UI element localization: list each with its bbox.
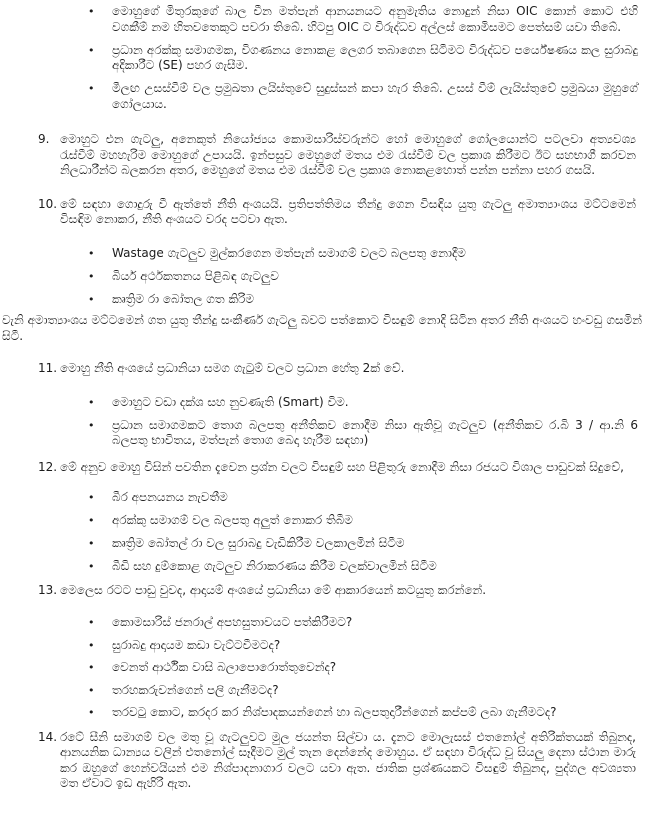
list-item [88, 292, 638, 308]
bullet-icon [88, 4, 112, 35]
list-item [88, 559, 638, 575]
bullet-icon [88, 638, 112, 654]
bullet-text: ප්‍රධාන සමාගමකට තොග බලපතු අනීතිකව නොදීම නිසා ඇතිවූ ගැටලුව (අනීතිකව ර.බි 3 / ආ.නි 6 බලපතු භාවිතය, මත්පැන් තොග බෙදා හැරීම සඳහා) [112, 417, 638, 447]
bullet-icon [88, 559, 112, 575]
list-item [88, 660, 638, 676]
item-text: මේ සඳහා ගොදුරු වී ඇත්තේ නීති අංශයයි. ප්‍රතිපත්තිමය තීන්දු ගෙන විසඳිය යුතු ගැටලු අමාත්‍යාංශය මට්ටමෙන් විසඳිම නොකර, නීති අංශයට වරද පටවා ඇත. [60, 196, 636, 226]
item12-bullet-list [88, 490, 650, 575]
bullet-text: තරවටු කොට, කරදර කර නිශ්පාදකයන්ගෙන් හා බලපතුදාරීන්ගෙන් කප්පම් ලබා ගැනීමටද? [112, 705, 557, 719]
item-number: 9. [38, 132, 50, 146]
item-text: මෙලෙස රටට පාඩු වුවද, ආදායම් අංශයේ ප්‍රධානියා මේ ආකාරයෙන් කටයුතු කරන්නේ. [60, 582, 487, 597]
numbered-item-9 [38, 132, 650, 179]
bullet-text: ප්‍රධාන අරක්කු සමාගමක, විගණනය නොකළ ලෙගර තබාගෙන සිටීමට විරුද්ධව පර්යේෂණය කල සුරාබදු අදිකාරීට (SE) පහර ගැසීම. [112, 42, 638, 72]
item-text: රටේ සීනි සමාගම් වල මතු වූ ගැටලුවට මුල ජයන්ත සිල්වා ය. දැනට මොලැසස් එතනෝල් අතිරික්තයක් තිබුනද, ආනයනික ධාන්‍යය වලින් එතනෝල් සෑදීමට මුල් තැන දෙන්නේද මොහුය. ඒ සඳහා විරුද්ධ වූ සියලු දෙනා ස්ථාන මාරු කර ඔහුගේ හෙන්වයියන් එම නිශ්පාදනාගාර වලට යවා ඇත. ජාතික ප්‍රශ්ණයකට විසඳුම් තිබුනද, පුද්ගල අවශ්‍යතා මත ඒවාට ඉඩ ඇහිරි ඇත. [60, 729, 636, 790]
list-item [88, 638, 638, 654]
bullet-text: කෘත්‍රිම බෝතල් රා වල සුරාබදු වැඩිකිරීම වලකාලමින් සිටීම [112, 536, 405, 550]
list-item [88, 615, 638, 631]
bullet-text: මොහුට වඩා දක්ශ සහ නුවණැති (Smart) විම. [112, 394, 349, 409]
item13-bullet-list [88, 615, 650, 721]
bullet-text: මීලඟ උසස්වීම් වල ප්‍රමුඛතා ලයිස්තුවේ සුදුස්සන් කපා හැර තිබේ. උසස් වීම් ලැයිස්තුවේ ප්‍රමුඛයා මුහුගේ ගෝලයාය. [112, 81, 638, 111]
numbered-item-12 [38, 460, 650, 476]
bullet-text: සුරාබදු ආදායම කඩා වැට්ටවීමටද? [112, 637, 281, 652]
intro-bullet-list [88, 4, 650, 112]
bullet-icon [88, 705, 112, 721]
bullet-icon [88, 43, 112, 74]
list-item [88, 269, 638, 285]
item11-bullet-list [88, 395, 650, 449]
item-number: 12. [38, 459, 58, 474]
list-item [88, 4, 638, 35]
bullet-text: අරක්කු සමාගම් වල බලපතු අලුත් නොකර තිබීම [112, 513, 353, 527]
item-number: 10. [38, 196, 58, 211]
numbered-item-11 [38, 361, 650, 377]
list-item [88, 513, 638, 529]
list-item [88, 395, 638, 411]
bullet-text: කෘත්‍රිම රා බෝතල ගත කිරිම [112, 291, 255, 306]
bullet-icon [88, 490, 112, 506]
list-item [88, 43, 638, 74]
bullet-text: Wastage ගැටලුව මුල්කරගෙන මත්පැන් සමාගම් වලට බලපතු නොදීම [112, 245, 466, 260]
bullet-icon [88, 292, 112, 308]
bullet-icon [88, 395, 112, 411]
item-number: 13. [38, 582, 58, 597]
list-item [88, 705, 638, 721]
list-item [88, 81, 638, 112]
item-text: මේ අනුව මොහු විසින් පවතින දැවෙන ප්‍රශ්න වලට විසඳුම් සහ පිළිතුරු නොදීම නිසා රජයට විශාල පාඩුවක් සිදුවේ, [60, 459, 624, 474]
numbered-item-10 [38, 197, 650, 228]
bullet-text: වෙනත් ආර්ථික වාසි බලාපොරොත්තුවෙන්ද? [112, 660, 337, 674]
bullet-text: මොහුගේ මිතුරකුගේ බාල චීන මත්පැන් ආනයනයට අනුමැතිය නොදුන් නිසා OIC කොන් කොට එහි වගකීම් නම හිතවතෙකුට පවරා තිබේ. හිටපු OIC ට විරුද්ධව අල්ලස් කොමිසමට පෙත්සම් යවා තිබේ. [112, 4, 638, 34]
list-item [88, 683, 638, 699]
bullet-text: තරහකරුවන්ගෙන් පලි ගැනීමටද? [112, 682, 279, 697]
bullet-icon [88, 246, 112, 262]
bullet-text: බීර අපනයනය නැවතීම [112, 490, 228, 504]
bullet-icon [88, 660, 112, 676]
item-number: 11. [38, 361, 58, 375]
bullet-icon [88, 615, 112, 631]
bullet-icon [88, 513, 112, 529]
list-item [88, 536, 638, 552]
bullet-icon [88, 536, 112, 552]
numbered-item-13 [38, 583, 650, 599]
item10-bullet-list [88, 246, 650, 308]
bullet-text: බියර් අර්ථකතනය පිළිබඳ ගැටලුව [112, 268, 279, 283]
list-item [88, 246, 638, 262]
bullet-icon [88, 683, 112, 699]
item-number: 14. [38, 729, 58, 744]
item-text: මොහුට එන ගැටලු, අනෙකුත් නියෝජ්‍යය කොමසාරිස්වරුන්ට හෝ මොහුගේ ගෝලයොන්ට පටලවා අත්‍යවශ්‍ය රැස්වීම් මහහැරිම මොහුගේ උපායයි. ඉන්පසුව මෙහුගේ මතය එම රැස්වීම් වල ප්‍රකාශ කිරීමට ඊට සහභාගී කරවන නිලධාරීන්ට බලකරන අතර, මෙහුගේ මතය එම රැස්වීම් වල ප්‍රකාශ නොකළහොත් පන්න පන්නා පහර ගසයි. [60, 132, 636, 177]
bullet-text: බීඩි සහ දුම්කොළ ගැටලුව නිරාකරණය කිරීම වලක්වාලමින් සිටීම [112, 559, 437, 573]
bullet-icon [88, 418, 112, 449]
bullet-icon [88, 81, 112, 112]
list-item [88, 418, 638, 449]
numbered-item-14 [38, 730, 650, 792]
list-item [88, 490, 638, 506]
closing-paragraph: වැනි අමාත්‍යාංශය මට්ටමෙන් ගත යුතු තීන්දු සංකීර්ණ ගැටලු බවට පත්කොට විසඳුම් නොදි සිටින අතර නීති අංශයට හංවඩු ගසමින් සිටී. [2, 313, 642, 343]
item-text: මොහු නීති අංශයේ ප්‍රධානියා සමග ගැටුම් වලට ප්‍රධාන හේතු 2ක් වේ. [60, 361, 405, 375]
bullet-icon [88, 269, 112, 285]
bullet-text: කොමසාරිස් ජනරාල් අපහසුතාවයට පත්කිරීමට? [112, 615, 353, 629]
